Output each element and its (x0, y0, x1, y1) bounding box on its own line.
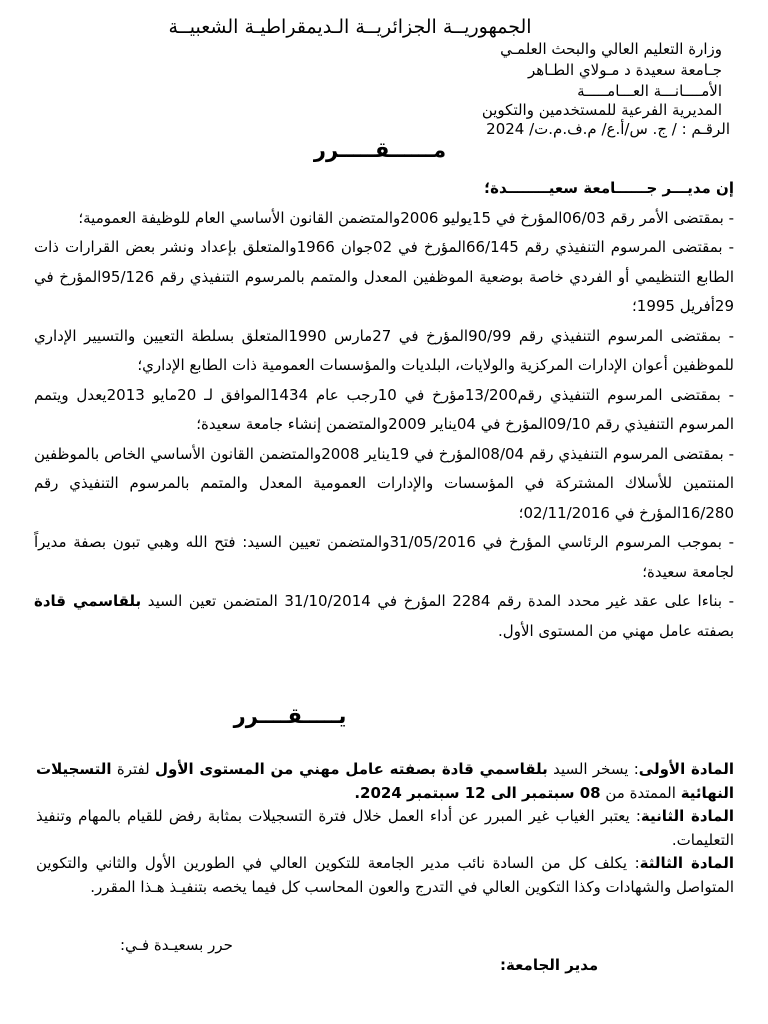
articles (36, 758, 734, 899)
reference-number (486, 120, 730, 138)
ministry-name: وزارة التعليم العالي والبحث العلمـي (500, 40, 722, 58)
article-1-text-2: لفترة (111, 760, 155, 778)
article-1-text: : يسخر السيد (547, 760, 639, 778)
republic-header: الجمهوريــة الجزائريــة الـديمقراطيـة الشعبيــة (168, 16, 532, 38)
contract-text: - بناءا على عقد غير محدد المدة رقم 2284 المؤرخ في 31/10/2014 المتضمن تعين السيد (147, 592, 735, 610)
director-signature-label: مدير الجامعة: (500, 956, 599, 974)
preamble (34, 174, 734, 646)
preamble-item: - بمقتضى المرسوم التنفيذي رقم 90/99المؤرخ في 27مارس 1990المتعلق بسلطة التعيين والتسيير الإداري للموظفين أعوان الإدارات المركزية والولايات، البلديات والمؤسسات العمومية ذات الطابع الإداري؛ (34, 326, 734, 374)
preamble-item-contract (34, 587, 734, 646)
preamble-lead: إن مديـــر جــــــامعة سعيــــــــدة؛ (484, 179, 734, 197)
preamble-item: - بمقتضى المرسوم التنفيذي رقم13/200مؤرخ في 10رجب عام 1434الموافق لـ 20مايو 2013يعدل ويتمم المرسوم التنفيذي رقم 09/10المؤرخ في 04يناير 2009والمتضمن إنشاء جامعة سعيدة؛ (34, 385, 735, 433)
article-1-employee: بلقاسمي قادة بصفته عامل مهني من المستوى الأول (155, 760, 548, 778)
article-1-period: التسجيلات النهائية (36, 760, 734, 802)
article-3 (36, 852, 734, 899)
article-1-dates: 08 سبتمبر الى 12 سبتمبر 2024. (354, 783, 601, 802)
article-2-label: المادة الثانية (640, 807, 734, 825)
contract-suffix: بصفته عامل مهني من المستوى الأول. (498, 621, 734, 640)
reference-value: / ج. س/أ.ع/ م.ف.م.ت/ 2024 (486, 120, 677, 138)
preamble-item: - بموجب المرسوم الرئاسي المؤرخ في 31/05/2016والمتضمن تعيين السيد: فتح الله وهبي تبون بصفة مديراً لجامعة سعيدة؛ (34, 533, 734, 581)
general-secretariat: الأمــــانـــة العـــامـــــة (577, 82, 722, 100)
sub-directorate: المديرية الفرعية للمستخدمين والتكوين (481, 101, 722, 119)
article-1-label: المادة الأولى (638, 760, 734, 778)
employee-name: بلقاسمي قادة (34, 592, 142, 610)
article-2 (36, 805, 734, 852)
document-title: مــــــقـــــرر (313, 138, 447, 162)
article-3-text: : يكلف كل من السادة نائب مدير الجامعة للتكوين العالي في الطورين الأول والثاني والتكوين المتواصل والشهادات وكذا التكوين العالي في التدرج والعون المحاسب كل فيما يخصه بتنفيـذ هـذا المقرر. (36, 854, 734, 896)
preamble-item: - بمقتضى الأمر رقم 06/03المؤرخ في 15يوليو 2006والمتضمن القانون الأساسي العام للوظيفة العمومية؛ (78, 208, 734, 227)
reference-label: الرقـم : (681, 120, 730, 138)
university-name: جـامعة سعيدة د مـولاي الطـاهر (527, 61, 722, 79)
decides-heading: يـــــقــــرر (233, 704, 347, 728)
article-1 (36, 758, 734, 805)
preamble-item: - بمقتضى المرسوم التنفيذي رقم 08/04المؤرخ في 19يناير 2008والمتضمن القانون الأساسي الخاص بالموظفين المنتمين للأسلاك المشتركة في المؤسسات والإدارات العمومية المعدل والمتمم بالمرسوم التنفيذي رقم 16/280المؤرخ في 02/11/2016؛ (34, 444, 734, 522)
preamble-item: - بمقتضى المرسوم التنفيذي رقم 66/145المؤرخ في 02جوان 1966والمتعلق بإعداد ونشر بعض القرارات ذات الطابع التنظيمي أو الفردي خاصة بوضعية الموظفين المعدل والمتمم بالمرسوم التنفيذي رقم 95/126المؤرخ في 29أفريل 1995؛ (34, 238, 734, 315)
article-2-text: : يعتبر الغياب غير المبرر عن أداء العمل خلال فترة التسجيلات بمثابة رفض للقيام بالمهام وتنفيذ التعليمات. (36, 807, 734, 849)
written-at: حرر بسعيـدة فـي: (120, 936, 233, 954)
article-1-text-3: الممتدة من (600, 783, 681, 802)
article-3-label: المادة الثالثة (639, 854, 734, 872)
